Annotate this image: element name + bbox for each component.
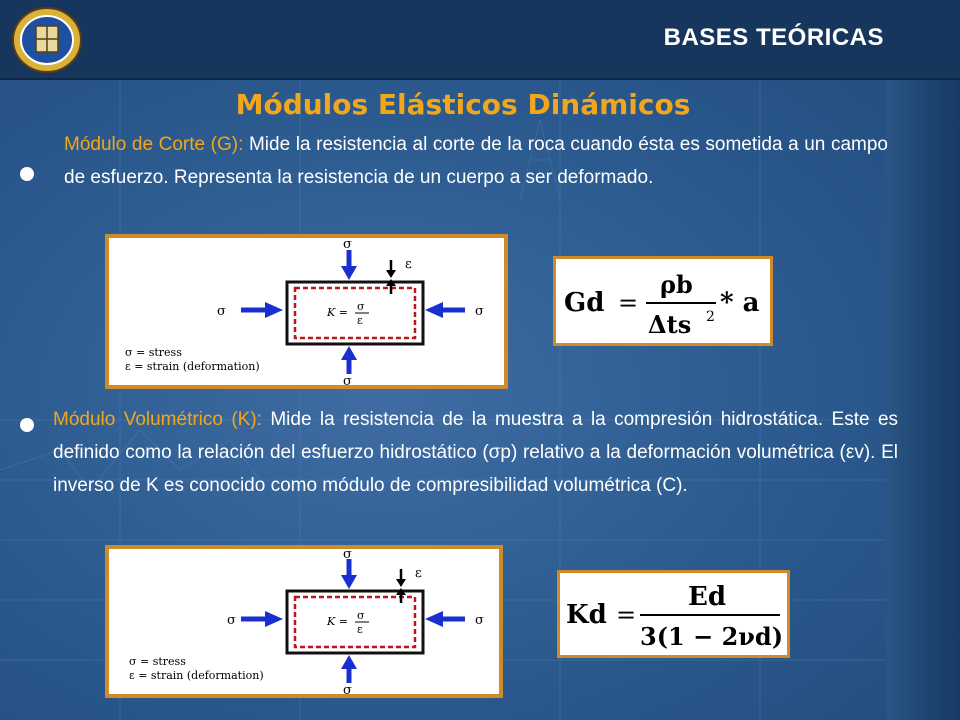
formula-kd-figure xyxy=(560,573,787,655)
formula-kd xyxy=(557,570,790,658)
sigma-left: σ xyxy=(227,613,236,628)
formula-gd-lhs: Gd xyxy=(564,288,605,318)
sigma-left: σ xyxy=(217,304,226,319)
formula-gd-mult: * a xyxy=(720,288,760,318)
sigma-right: σ xyxy=(475,613,484,628)
sigma-right: σ xyxy=(475,304,484,319)
university-seal-logo xyxy=(10,4,84,78)
legend-stress: σ = stress xyxy=(129,655,186,668)
legend-stress: σ = stress xyxy=(125,346,182,359)
formula-kd-num: Ed xyxy=(688,582,726,612)
shear-lead: Módulo de Corte (G): xyxy=(64,134,244,155)
epsilon-label: ε xyxy=(405,257,412,272)
formula-kd-lhs: Kd xyxy=(566,600,607,630)
formula-kd-den: 3(1 − 2νd) xyxy=(640,622,784,651)
k-den: ε xyxy=(357,314,363,327)
epsilon-label: ε xyxy=(415,566,422,581)
sigma-bottom: σ xyxy=(343,374,352,385)
bulk-lead: Módulo Volumétrico (K): xyxy=(53,409,262,430)
sigma-bottom: σ xyxy=(343,683,352,694)
slide-title: Módulos Elásticos Dinámicos xyxy=(235,88,691,121)
formula-gd-exp: 2 xyxy=(706,309,715,325)
bullet-dot xyxy=(20,418,34,432)
formula-gd-figure xyxy=(556,259,770,343)
header-bar xyxy=(0,0,960,80)
formula-gd-num: ρb xyxy=(660,270,693,299)
sigma-top: σ xyxy=(343,238,352,252)
header-title: BASES TEÓRICAS xyxy=(663,24,884,51)
stress-strain-figure xyxy=(109,238,504,385)
k-label: K = xyxy=(327,615,348,628)
bullet-dot xyxy=(20,167,34,181)
shear-paragraph xyxy=(64,128,888,194)
formula-kd-eq: = xyxy=(616,601,637,629)
sigma-top: σ xyxy=(343,549,352,562)
bulk-paragraph xyxy=(53,403,898,502)
stress-strain-diagram xyxy=(105,545,503,698)
k-num: σ xyxy=(357,300,365,313)
k-num: σ xyxy=(357,609,365,622)
stress-strain-figure xyxy=(109,549,499,694)
k-label: K = xyxy=(327,306,348,319)
legend-strain: ε = strain (deformation) xyxy=(129,669,264,682)
shear-text: Mide la resistencia al corte de la roca cuando ésta es sometida a un campo de esfuerzo. Representa la resistencia de un cuerpo a ser deformado. xyxy=(64,134,888,188)
formula-gd xyxy=(553,256,773,346)
bulk-text: Mide la resistencia de la muestra a la compresión hidrostática. Este es definido como la relación del esfuerzo hidrostático (σp) relativo a la deformación volumétrica (εv). El inverso de K es conocido como módulo de compresibilidad volumétrica (C). xyxy=(53,409,899,496)
formula-gd-eq: = xyxy=(618,289,639,317)
legend-strain: ε = strain (deformation) xyxy=(125,360,260,373)
k-den: ε xyxy=(357,623,363,636)
stress-strain-diagram xyxy=(105,234,508,389)
formula-gd-den: Δts xyxy=(648,310,692,339)
